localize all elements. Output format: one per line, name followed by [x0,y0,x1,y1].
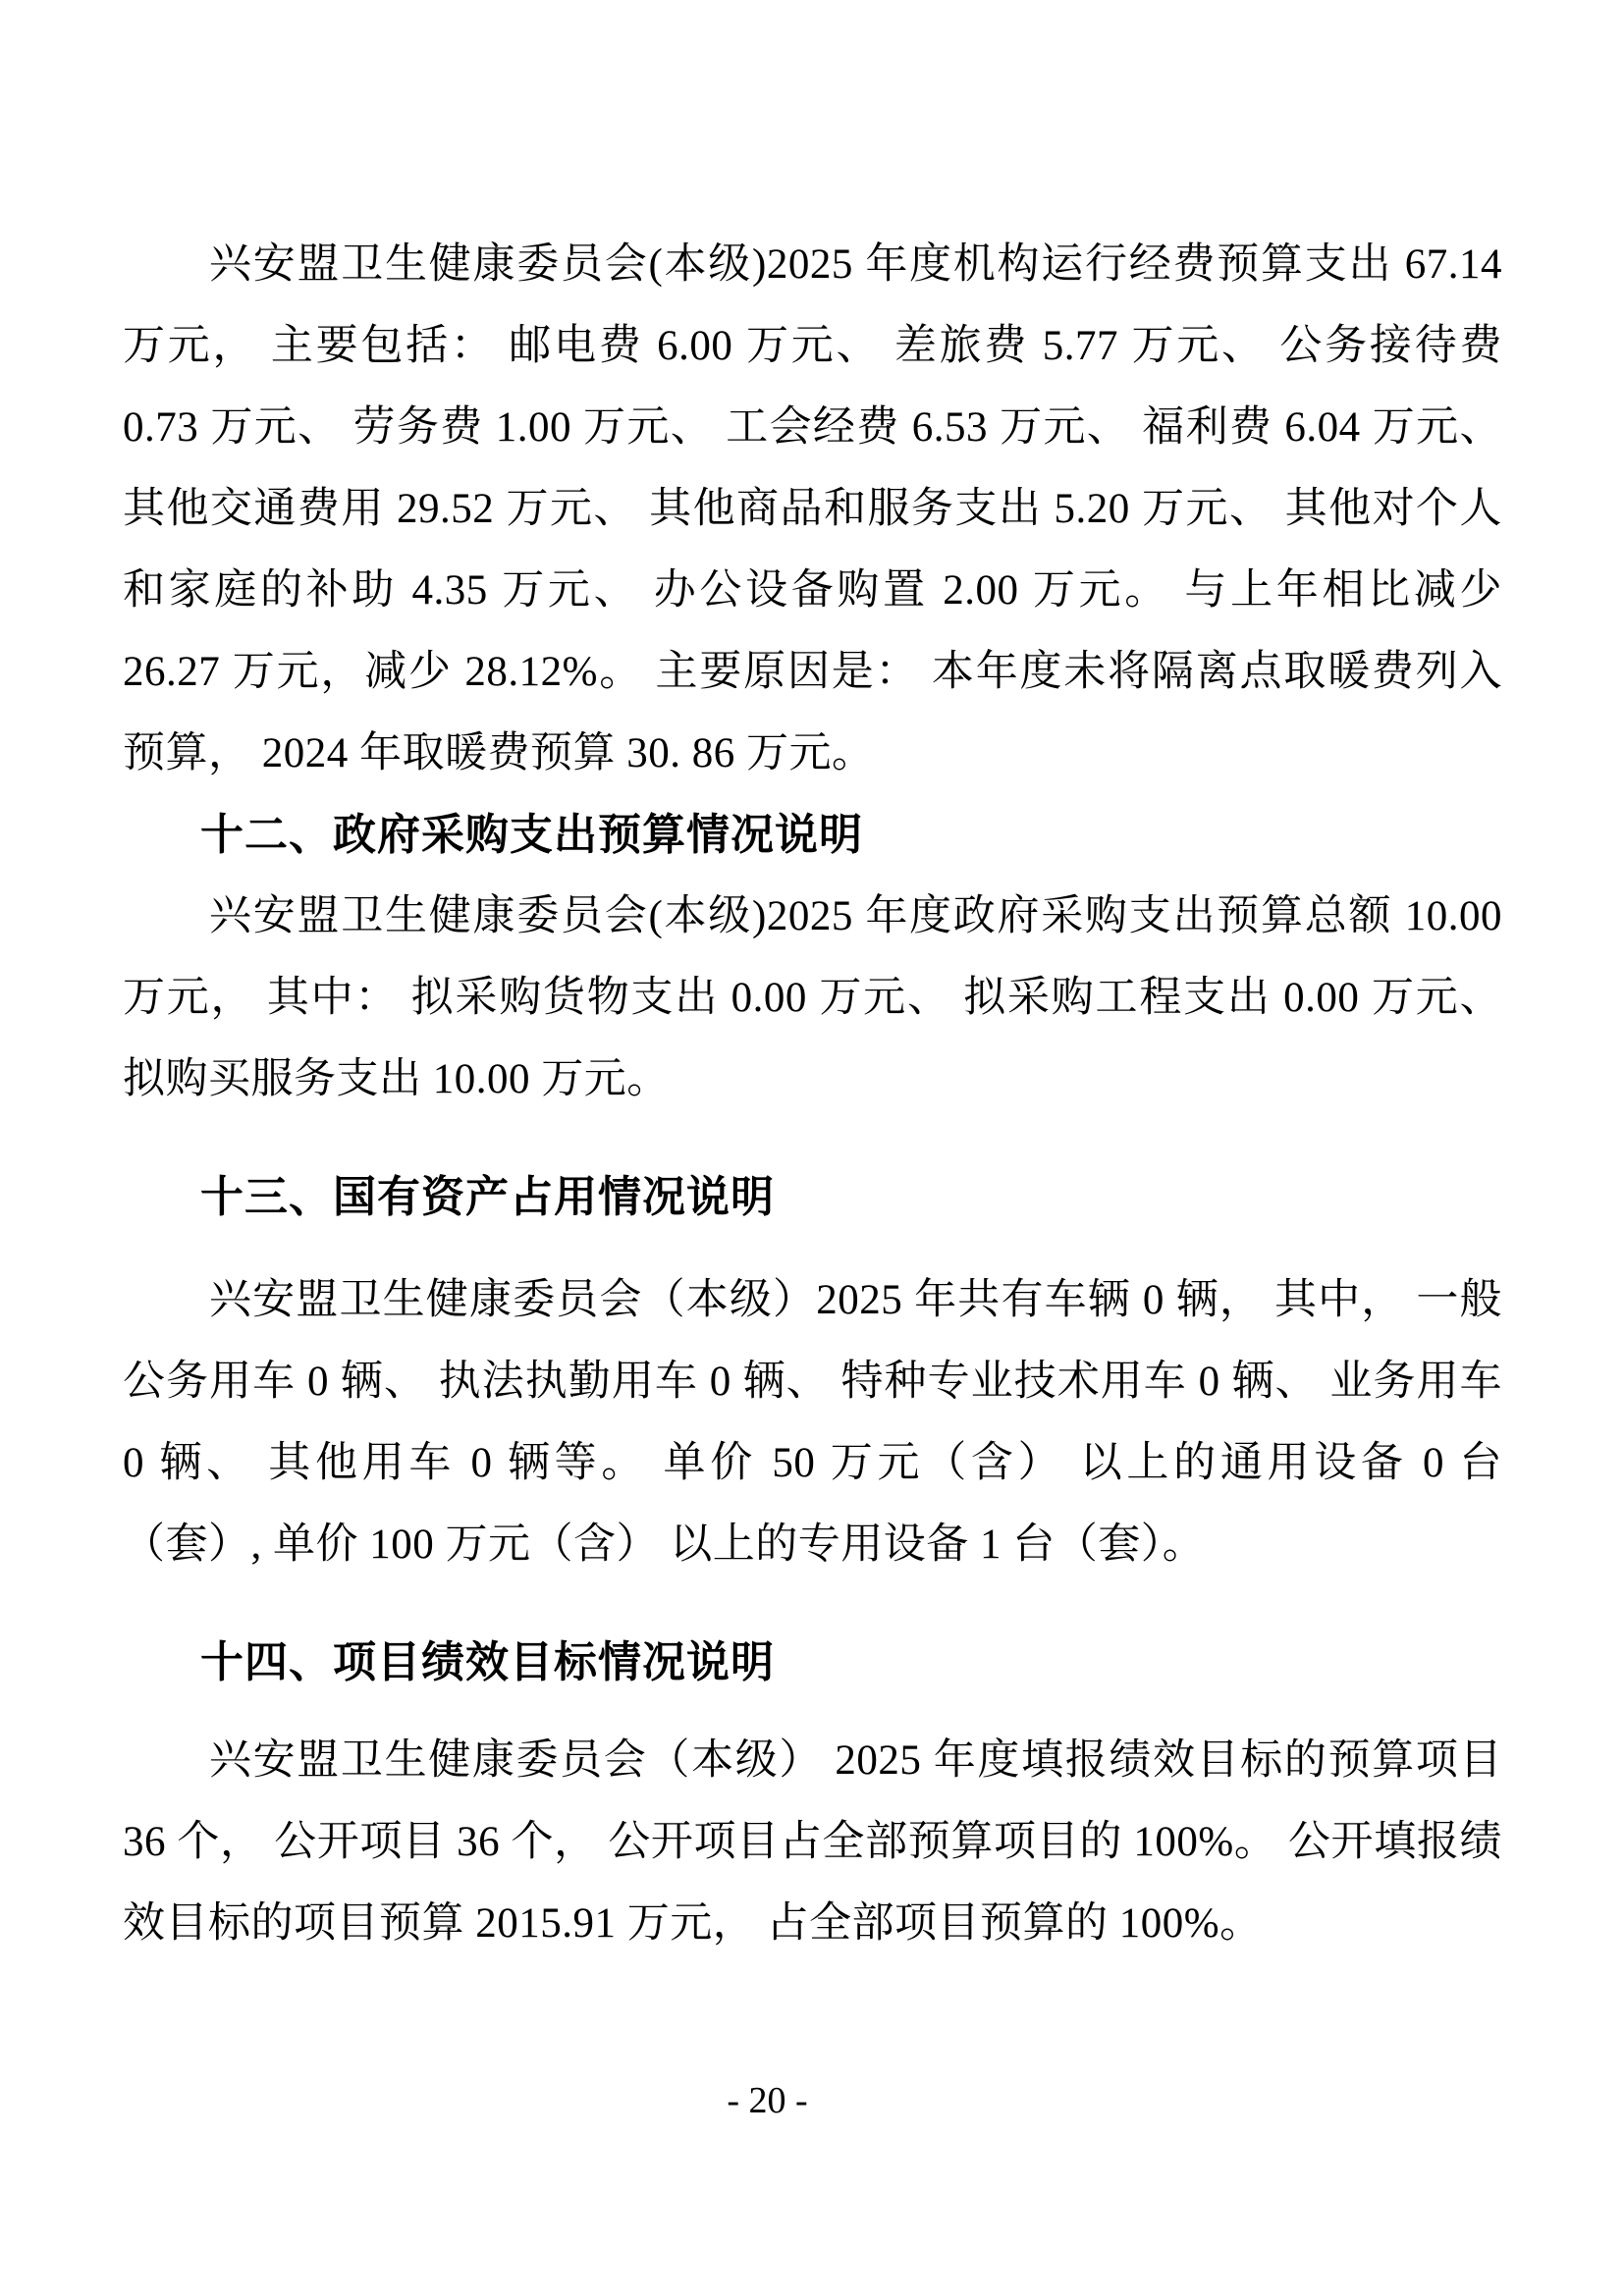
heading-section-12-government-procurement: 十二、政府采购支出预算情况说明 [200,811,863,859]
paragraph-government-procurement: 兴安盟卫生健康委员会(本级)2025 年度政府采购支出预算总额 10.00 万元， 其中： 拟采购货物支出 0.00 万元、 拟采购工程支出 0.00 万元、 拟购买服务支出 10.00 万元。 [123,893,1502,1102]
heading-section-14-performance-targets: 十四、项目绩效目标情况说明 [200,1638,775,1686]
paragraph-operating-expenses: 兴安盟卫生健康委员会(本级)2025 年度机构运行经费预算支出 67.14 万元， 主要包括： 邮电费 6.00 万元、 差旅费 5.77 万元、 公务接待费 0.73 万元、 劳务费 1.00 万元、 工会经费 6.53 万元、 福利费 6.04 万元、 其他交通费用 29.52 万元、 其他商品和服务支出 5.20 万元、 其他对个人和家庭的补助 4.35 万元、 办公设备购置 2.00 万元。 与上年相比减少 26.27 万元，减少 28.12%。 主要原因是： 本年度未将隔离点取暖费列入预算， 2024 年取暖费预算 30. 86 万元。 [123,241,1502,776]
paragraph-performance-targets: 兴安盟卫生健康委员会（本级） 2025 年度填报绩效目标的预算项目 36 个， 公开项目 36 个， 公开项目占全部预算项目的 100%。 公开填报绩效目标的项目预算 2015.91 万元， 占全部项目预算的 100%。 [123,1737,1502,1947]
document-content [123,224,1502,1964]
heading-section-13-state-assets: 十三、国有资产占用情况说明 [200,1173,775,1221]
page-number: - 20 - [727,2080,808,2121]
paragraph-state-assets: 兴安盟卫生健康委员会（本级）2025 年共有车辆 0 辆， 其中， 一般公务用车 0 辆、 执法执勤用车 0 辆、 特种专业技术用车 0 辆、 业务用车 0 辆、 其他用车 0 辆等。 单价 50 万元（含） 以上的通用设备 0 台（套）, 单价 100 万元（含） 以上的专用设备 1 台（套）。 [123,1277,1502,1568]
